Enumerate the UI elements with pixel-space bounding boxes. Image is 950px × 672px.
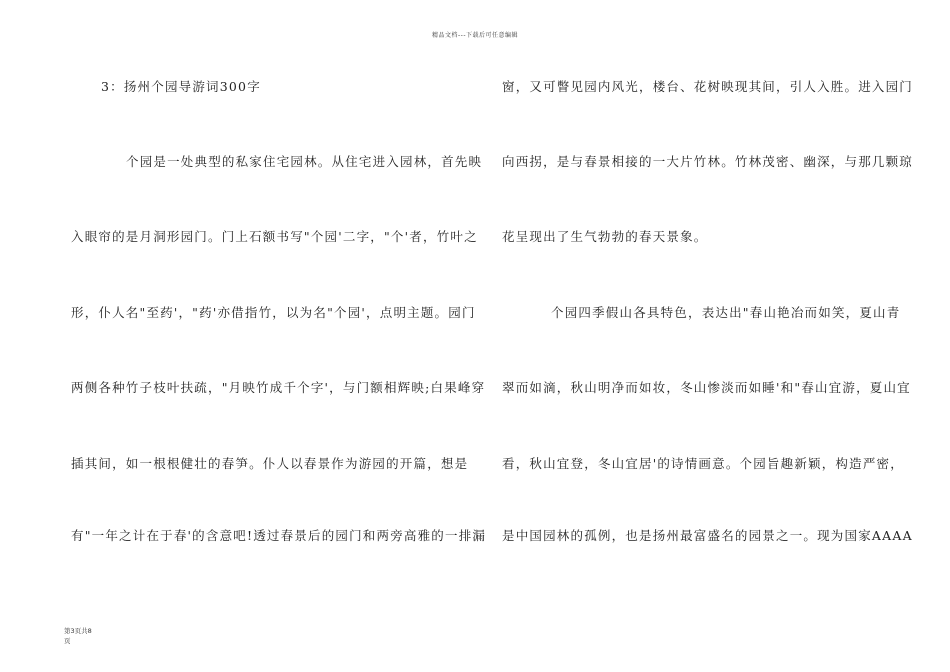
text-line: 有"一年之计在于春'的含意吧!透过春景后的园门和两旁高雅的一排漏 [71,528,487,543]
page-number-unit: 页 [64,637,71,645]
page-number [64,626,124,646]
text-line: 翠而如滴，秋山明净而如妆，冬山惨淡而如睡'和"春山宜游，夏山宜 [502,380,911,395]
text-line: 两侧各种竹子枝叶扶疏，"月映竹成千个字'，与门额相辉映;白果峰穿 [71,380,486,395]
text-line: 向西拐，是与春景相接的一大片竹林。竹林茂密、幽深，与那几颗琼 [502,154,914,169]
text-line: 插其间，如一根根健壮的春笋。仆人以春景作为游园的开篇，想是 [71,456,469,471]
text-line: 个园四季假山各具特色，表达出"春山艳冶而如笑，夏山青 [551,305,901,320]
text-line: 是中国园林的孤例，也是扬州最富盛名的园景之一。现为国家AAAA [502,528,913,543]
text-line: 入眼帘的是月洞形园门。门上石额书写"个园'二字，"个'者，竹叶之 [71,229,478,244]
text-line: 看，秋山宜登，冬山宜居'的诗情画意。个园旨趣新颖，构造严密， [502,456,904,471]
section-heading: 3：扬州个园导游词300字 [101,79,261,94]
text-line: 形，仆人名"至药'，"药'亦借指竹，以为名"个园'，点明主题。园门 [71,305,476,320]
text-line: 花呈现出了生气勃勃的春天景象。 [502,229,708,244]
page-number-label: 第3页共8 [64,627,92,635]
page-header: 精品文档---下载后可任意编辑 [432,32,518,39]
text-line: 窗，又可瞥见园内风光，楼台、花树映现其间，引人入胜。进入园门 [502,79,914,94]
text-line: 个园是一处典型的私家住宅园林。从住宅进入园林，首先映 [126,154,483,169]
